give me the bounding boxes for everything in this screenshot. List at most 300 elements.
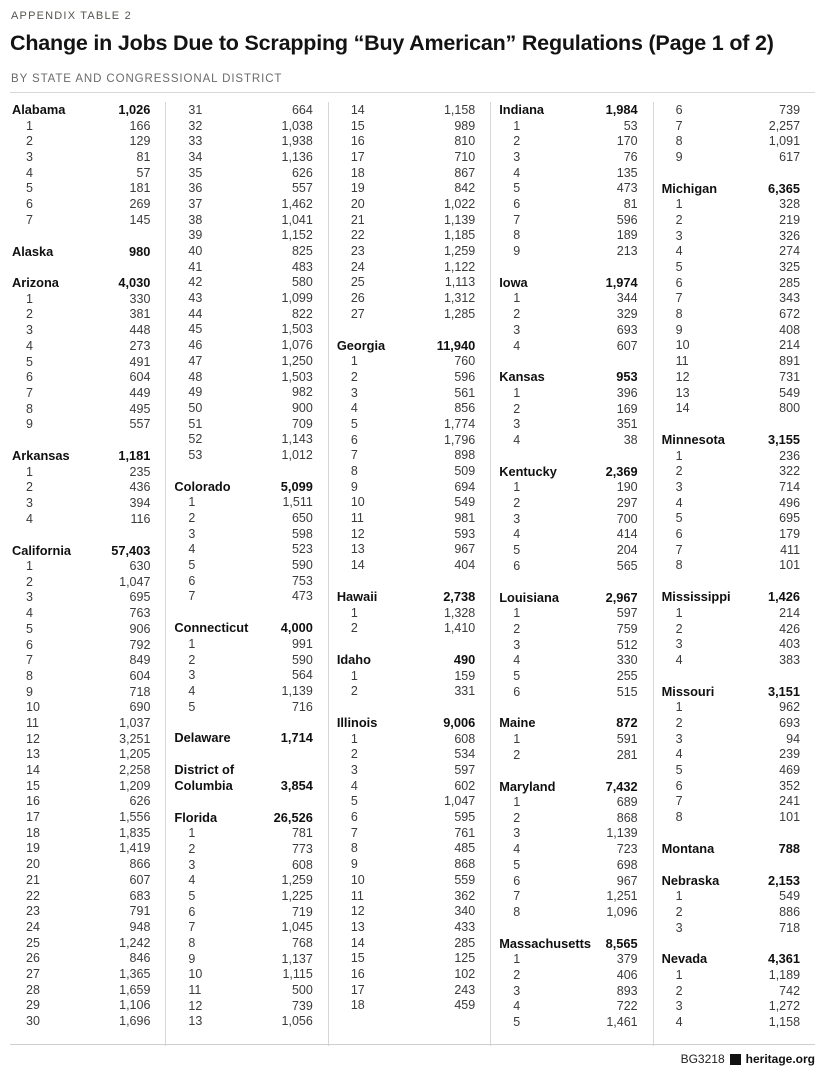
district-value: 650 bbox=[291, 511, 313, 526]
district-number: 7 bbox=[675, 291, 683, 306]
district-number: 38 bbox=[188, 212, 203, 227]
district-value: 219 bbox=[779, 212, 801, 227]
district-row bbox=[499, 495, 637, 511]
district-value: 269 bbox=[129, 196, 151, 211]
district-value: 698 bbox=[616, 857, 638, 872]
district-value: 328 bbox=[779, 197, 801, 212]
district-number: 2 bbox=[513, 967, 521, 982]
district-number: 1 bbox=[513, 118, 521, 133]
district-row bbox=[662, 794, 800, 810]
district-value: 406 bbox=[616, 967, 638, 982]
state-row bbox=[499, 936, 637, 952]
district-row bbox=[337, 526, 475, 542]
district-number: 13 bbox=[350, 542, 365, 557]
district-value: 753 bbox=[291, 573, 313, 588]
district-value: 76 bbox=[623, 149, 638, 164]
district-row bbox=[499, 1014, 637, 1030]
district-value: 330 bbox=[129, 291, 151, 306]
state-row bbox=[499, 779, 637, 795]
district-number: 25 bbox=[26, 935, 40, 950]
table-column-3 bbox=[329, 102, 491, 1046]
state-name: Kansas bbox=[499, 369, 545, 385]
district-value: 557 bbox=[291, 181, 313, 196]
state-row bbox=[499, 464, 637, 480]
district-value: 689 bbox=[616, 795, 638, 810]
district-number: 3 bbox=[188, 526, 196, 541]
district-value: 496 bbox=[779, 495, 801, 510]
district-row bbox=[337, 369, 475, 385]
table-column-4 bbox=[491, 102, 653, 1046]
district-value: 274 bbox=[779, 244, 801, 259]
district-number: 5 bbox=[350, 794, 358, 809]
district-value: 534 bbox=[454, 747, 476, 762]
district-row bbox=[12, 935, 150, 951]
district-row bbox=[337, 149, 475, 165]
district-row bbox=[337, 259, 475, 275]
district-row bbox=[12, 149, 150, 165]
district-value: 967 bbox=[616, 873, 638, 888]
district-number: 4 bbox=[26, 511, 33, 526]
district-value: 1,158 bbox=[768, 1015, 801, 1030]
state-name: Arkansas bbox=[12, 448, 70, 464]
district-number: 1 bbox=[26, 291, 33, 306]
district-row bbox=[499, 196, 637, 212]
district-value: 351 bbox=[616, 417, 638, 432]
district-value: 982 bbox=[291, 385, 313, 400]
district-row bbox=[174, 118, 312, 134]
district-number: 1 bbox=[26, 118, 33, 133]
district-number: 1 bbox=[513, 795, 521, 810]
district-row bbox=[12, 982, 150, 998]
district-row bbox=[337, 416, 475, 432]
district-row bbox=[662, 983, 800, 999]
district-row bbox=[12, 196, 150, 212]
district-number: 5 bbox=[513, 668, 521, 683]
district-number: 1 bbox=[513, 732, 521, 746]
district-value: 1,091 bbox=[768, 134, 801, 149]
district-number: 4 bbox=[513, 999, 521, 1014]
state-block bbox=[12, 102, 150, 228]
district-value: 214 bbox=[779, 605, 801, 620]
district-value: 792 bbox=[129, 637, 151, 652]
district-number: 12 bbox=[675, 369, 690, 384]
district-number: 2 bbox=[675, 715, 683, 730]
table-column-2 bbox=[166, 102, 328, 1046]
district-number: 2 bbox=[350, 747, 358, 762]
district-row bbox=[174, 133, 312, 149]
district-number: 10 bbox=[350, 495, 365, 510]
district-row bbox=[337, 778, 475, 794]
district-value: 1,022 bbox=[443, 196, 476, 211]
district-number: 1 bbox=[350, 605, 358, 620]
state-block bbox=[174, 479, 312, 605]
district-row bbox=[12, 180, 150, 196]
district-number: 20 bbox=[350, 196, 365, 211]
district-value: 1,047 bbox=[443, 794, 476, 809]
district-row bbox=[174, 431, 312, 447]
district-number: 9 bbox=[350, 479, 358, 494]
district-number: 8 bbox=[26, 401, 33, 416]
district-row bbox=[337, 510, 475, 526]
district-value: 362 bbox=[454, 888, 476, 903]
district-row bbox=[499, 652, 637, 668]
district-value: 590 bbox=[291, 652, 313, 667]
district-number: 6 bbox=[188, 573, 196, 588]
district-value: 273 bbox=[129, 338, 151, 353]
district-number: 5 bbox=[26, 181, 33, 196]
district-number: 9 bbox=[188, 951, 196, 966]
district-row bbox=[174, 212, 312, 228]
district-value: 1,038 bbox=[281, 118, 313, 133]
district-number: 2 bbox=[188, 841, 196, 856]
district-number: 26 bbox=[350, 291, 365, 306]
district-value: 512 bbox=[616, 637, 638, 652]
state-block bbox=[662, 102, 800, 165]
district-value: 190 bbox=[616, 480, 638, 495]
district-value: 759 bbox=[616, 621, 638, 636]
district-row bbox=[662, 385, 800, 401]
district-row bbox=[174, 982, 312, 998]
district-number: 24 bbox=[350, 259, 365, 274]
district-value: 189 bbox=[616, 228, 638, 243]
district-row bbox=[12, 668, 150, 684]
district-value: 1,096 bbox=[606, 904, 638, 919]
district-row bbox=[662, 244, 800, 260]
district-value: 515 bbox=[616, 684, 638, 699]
district-number: 29 bbox=[26, 998, 40, 1013]
district-value: 181 bbox=[129, 181, 151, 196]
district-value: 989 bbox=[454, 118, 476, 133]
table-kicker: APPENDIX TABLE 2 bbox=[11, 10, 132, 22]
district-value: 565 bbox=[616, 558, 638, 573]
district-number: 21 bbox=[350, 212, 365, 227]
district-value: 426 bbox=[779, 621, 801, 636]
district-number: 4 bbox=[513, 338, 521, 353]
district-number: 25 bbox=[350, 275, 365, 290]
district-value: 781 bbox=[291, 826, 313, 841]
district-number: 15 bbox=[26, 778, 40, 793]
district-number: 3 bbox=[350, 763, 358, 778]
district-row bbox=[174, 196, 312, 212]
district-row bbox=[662, 291, 800, 307]
state-row bbox=[174, 730, 312, 746]
district-value: 1,503 bbox=[281, 369, 313, 384]
district-value: 596 bbox=[454, 369, 476, 384]
district-number: 39 bbox=[188, 228, 203, 243]
state-total: 5,099 bbox=[280, 478, 313, 494]
district-row bbox=[662, 621, 800, 637]
district-number: 1 bbox=[675, 967, 683, 982]
district-number: 22 bbox=[350, 228, 365, 243]
state-block bbox=[499, 779, 637, 920]
district-value: 557 bbox=[129, 417, 151, 432]
district-value: 213 bbox=[616, 244, 638, 259]
district-number: 37 bbox=[188, 196, 203, 211]
district-row bbox=[174, 888, 312, 904]
district-row bbox=[499, 558, 637, 574]
district-row bbox=[337, 180, 475, 196]
district-number: 3 bbox=[513, 983, 521, 998]
state-district-table bbox=[10, 102, 815, 1046]
district-number: 6 bbox=[350, 810, 358, 825]
district-number: 4 bbox=[26, 165, 33, 180]
district-value: 1,037 bbox=[119, 715, 151, 730]
district-number: 14 bbox=[675, 401, 690, 416]
district-row bbox=[12, 590, 150, 606]
district-row bbox=[12, 369, 150, 385]
district-value: 825 bbox=[291, 244, 313, 259]
district-number: 1 bbox=[675, 448, 683, 463]
state-name: Alabama bbox=[12, 102, 66, 117]
heritage-site-label: heritage.org bbox=[745, 1052, 815, 1066]
district-number: 3 bbox=[350, 385, 358, 400]
district-number: 27 bbox=[26, 966, 40, 981]
district-value: 630 bbox=[129, 559, 151, 574]
district-number: 10 bbox=[26, 700, 40, 715]
state-total: 1,974 bbox=[605, 274, 638, 290]
district-row bbox=[499, 480, 637, 496]
district-number: 1 bbox=[513, 480, 521, 495]
district-number: 1 bbox=[350, 668, 358, 683]
district-number: 3 bbox=[675, 731, 683, 746]
district-row bbox=[12, 699, 150, 715]
district-number: 11 bbox=[350, 511, 364, 526]
district-row bbox=[337, 243, 475, 259]
state-name: Colorado bbox=[174, 478, 231, 494]
district-row bbox=[662, 353, 800, 369]
district-row bbox=[662, 888, 800, 904]
district-number: 9 bbox=[675, 322, 683, 337]
district-number: 1 bbox=[675, 700, 683, 715]
district-number: 4 bbox=[26, 338, 33, 353]
district-row bbox=[337, 903, 475, 919]
district-value: 1,056 bbox=[281, 1014, 313, 1029]
district-row bbox=[337, 102, 475, 118]
district-row bbox=[337, 290, 475, 306]
district-row bbox=[499, 621, 637, 637]
district-value: 404 bbox=[454, 558, 476, 573]
state-total: 2,738 bbox=[443, 588, 476, 604]
district-number: 6 bbox=[26, 637, 33, 652]
district-value: 1,115 bbox=[282, 967, 313, 982]
table-column-1 bbox=[10, 102, 166, 1046]
state-total: 1,181 bbox=[118, 448, 151, 464]
district-number: 43 bbox=[188, 291, 203, 306]
district-number: 45 bbox=[188, 322, 203, 337]
district-row bbox=[499, 228, 637, 244]
district-number: 34 bbox=[188, 149, 203, 164]
district-row bbox=[12, 966, 150, 982]
district-value: 608 bbox=[291, 857, 313, 872]
district-number: 7 bbox=[675, 118, 683, 133]
district-value: 81 bbox=[136, 149, 151, 164]
district-value: 469 bbox=[779, 763, 801, 778]
state-name: Illinois bbox=[336, 715, 378, 731]
district-value: 1,225 bbox=[281, 888, 313, 903]
state-row bbox=[12, 102, 150, 118]
state-block bbox=[662, 873, 800, 936]
district-row bbox=[12, 133, 150, 149]
district-row bbox=[174, 636, 312, 652]
district-value: 580 bbox=[291, 275, 313, 290]
page-footer bbox=[10, 1044, 815, 1066]
state-row bbox=[499, 715, 637, 731]
district-number: 16 bbox=[26, 794, 40, 809]
district-value: 1,122 bbox=[443, 259, 476, 274]
district-value: 1,410 bbox=[443, 621, 476, 636]
district-value: 3,251 bbox=[119, 731, 151, 746]
district-value: 448 bbox=[129, 323, 151, 338]
district-number: 8 bbox=[675, 307, 683, 322]
district-row bbox=[662, 479, 800, 495]
district-number: 6 bbox=[26, 196, 33, 211]
district-row bbox=[12, 998, 150, 1014]
district-value: 170 bbox=[616, 134, 638, 149]
district-number: 4 bbox=[513, 165, 521, 180]
district-value: 408 bbox=[779, 322, 801, 337]
state-block bbox=[499, 369, 637, 447]
district-value: 411 bbox=[780, 542, 801, 557]
district-row bbox=[499, 385, 637, 401]
district-row bbox=[12, 401, 150, 417]
district-row bbox=[499, 118, 637, 134]
district-row bbox=[174, 306, 312, 322]
state-block bbox=[499, 936, 637, 1030]
district-row bbox=[174, 322, 312, 338]
district-row bbox=[662, 196, 800, 212]
district-value: 343 bbox=[779, 291, 801, 306]
district-number: 50 bbox=[188, 400, 203, 415]
district-value: 597 bbox=[616, 606, 638, 621]
state-block bbox=[662, 589, 800, 667]
state-row bbox=[12, 244, 150, 260]
district-row bbox=[12, 354, 150, 370]
district-row bbox=[12, 841, 150, 857]
district-number: 7 bbox=[188, 920, 196, 935]
district-row bbox=[662, 967, 800, 983]
state-block bbox=[337, 102, 475, 322]
district-value: 81 bbox=[623, 196, 638, 211]
district-row bbox=[12, 825, 150, 841]
district-row bbox=[499, 637, 637, 653]
state-name: Connecticut bbox=[174, 620, 249, 636]
district-row bbox=[174, 951, 312, 967]
district-value: 1,251 bbox=[606, 889, 638, 904]
district-row bbox=[337, 747, 475, 763]
state-block bbox=[662, 951, 800, 1029]
district-number: 3 bbox=[513, 826, 521, 841]
district-row bbox=[174, 165, 312, 181]
district-value: 967 bbox=[454, 542, 476, 557]
state-block bbox=[174, 102, 312, 463]
district-row bbox=[12, 291, 150, 307]
district-value: 500 bbox=[291, 983, 313, 997]
district-number: 18 bbox=[350, 165, 365, 180]
district-value: 822 bbox=[291, 306, 313, 321]
state-total: 2,967 bbox=[605, 589, 638, 605]
district-number: 35 bbox=[188, 165, 203, 180]
district-row bbox=[12, 574, 150, 590]
district-value: 886 bbox=[779, 904, 801, 919]
district-number: 14 bbox=[350, 102, 365, 117]
district-row bbox=[174, 510, 312, 526]
district-value: 1,143 bbox=[281, 432, 313, 447]
district-value: 1,139 bbox=[606, 826, 638, 841]
district-value: 683 bbox=[129, 888, 151, 903]
district-number: 4 bbox=[675, 747, 683, 762]
district-row bbox=[337, 620, 475, 636]
state-row bbox=[499, 102, 637, 118]
state-block bbox=[662, 684, 800, 825]
district-number: 12 bbox=[188, 998, 203, 1013]
district-number: 7 bbox=[350, 825, 358, 840]
district-value: 626 bbox=[291, 165, 313, 180]
district-number: 13 bbox=[350, 919, 365, 934]
state-row bbox=[662, 841, 800, 857]
district-row bbox=[12, 511, 150, 527]
state-name: Nebraska bbox=[661, 872, 720, 888]
district-number: 1 bbox=[513, 952, 521, 967]
district-row bbox=[174, 557, 312, 573]
district-number: 8 bbox=[188, 935, 196, 950]
district-value: 495 bbox=[129, 401, 151, 416]
state-row bbox=[174, 762, 312, 793]
district-value: 116 bbox=[130, 511, 151, 526]
district-number: 3 bbox=[675, 920, 683, 935]
district-row bbox=[12, 637, 150, 653]
district-number: 2 bbox=[26, 307, 33, 322]
district-number: 48 bbox=[188, 369, 203, 384]
district-value: 1,556 bbox=[119, 810, 151, 825]
district-row bbox=[174, 683, 312, 699]
district-row bbox=[662, 149, 800, 165]
district-row bbox=[337, 605, 475, 621]
district-value: 509 bbox=[454, 463, 476, 478]
district-number: 9 bbox=[26, 417, 33, 432]
district-row bbox=[12, 872, 150, 888]
state-row bbox=[174, 620, 312, 636]
district-row bbox=[12, 165, 150, 181]
district-number: 7 bbox=[26, 212, 33, 227]
district-number: 3 bbox=[675, 999, 683, 1014]
state-name: Louisiana bbox=[499, 589, 559, 605]
district-value: 693 bbox=[616, 322, 638, 337]
district-number: 1 bbox=[675, 889, 683, 904]
state-total: 490 bbox=[453, 652, 476, 668]
state-total: 4,361 bbox=[768, 951, 801, 967]
district-row bbox=[337, 353, 475, 369]
district-value: 1,259 bbox=[281, 873, 313, 888]
district-number: 7 bbox=[26, 653, 33, 668]
district-number: 6 bbox=[513, 196, 521, 211]
district-value: 1,137 bbox=[281, 951, 313, 966]
district-value: 604 bbox=[129, 668, 151, 683]
district-value: 564 bbox=[291, 668, 313, 683]
district-number: 4 bbox=[188, 542, 196, 557]
district-row bbox=[174, 1014, 312, 1030]
district-value: 2,257 bbox=[768, 118, 801, 133]
state-row bbox=[662, 951, 800, 967]
district-row bbox=[337, 950, 475, 966]
district-value: 436 bbox=[129, 480, 151, 495]
district-value: 598 bbox=[291, 526, 313, 541]
district-row bbox=[174, 935, 312, 951]
district-number: 6 bbox=[675, 527, 683, 542]
district-value: 607 bbox=[616, 338, 638, 353]
district-number: 44 bbox=[188, 306, 203, 321]
state-name: Nevada bbox=[661, 951, 708, 967]
district-value: 166 bbox=[129, 118, 151, 133]
